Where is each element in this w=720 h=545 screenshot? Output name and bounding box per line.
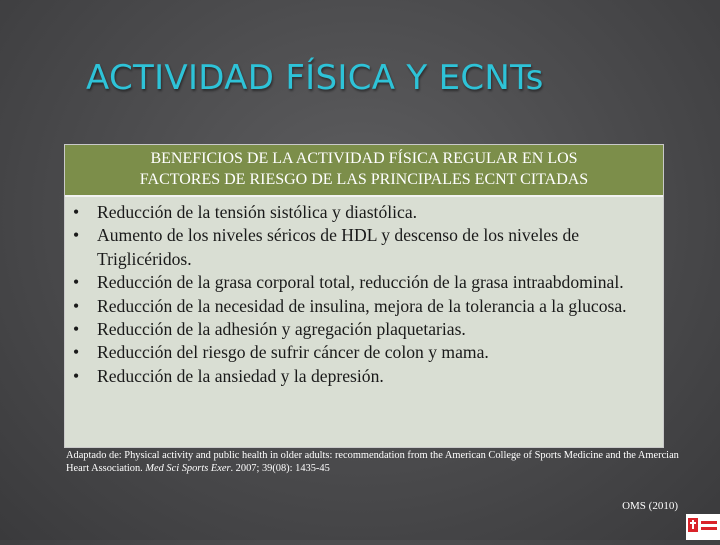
citation: OMS (2010) <box>622 500 678 512</box>
source-text: Adaptado de: Physical activity and public health in older adults: recommendation from the American College of Sports Medicine and the Amercian Heart Association. <box>66 450 679 474</box>
list-item-text: Reducción de la tensión sistólica y diastólica. <box>97 202 418 222</box>
list-item <box>73 201 659 224</box>
list-item <box>73 224 659 271</box>
bullet-icon: • <box>73 319 80 340</box>
table-header <box>65 145 663 197</box>
list-item <box>73 365 659 388</box>
list-item <box>73 271 659 294</box>
benefits-table <box>64 144 664 448</box>
source-journal: Med Sci Sports Exer <box>145 463 231 474</box>
logo-text-bar-2 <box>701 527 717 530</box>
table-header-line-1: BENEFICIOS DE LA ACTIVIDAD FÍSICA REGULAR EN LOS <box>150 150 578 167</box>
source-note <box>66 449 696 475</box>
bullet-icon: • <box>73 225 80 246</box>
bullet-icon: • <box>73 295 80 316</box>
list-item <box>73 318 659 341</box>
slide-title: ACTIVIDAD FÍSICA Y ECNTs <box>86 58 544 98</box>
source-details: . 2007; 39(08): 1435-45 <box>230 463 330 474</box>
list-item <box>73 341 659 364</box>
benefits-list <box>65 197 663 388</box>
list-item-text: Reducción del riesgo de sufrir cáncer de colon y mama. <box>97 342 489 363</box>
bullet-icon: • <box>73 272 80 293</box>
list-item-text: Reducción de la adhesión y agregación plaquetarias. <box>97 319 466 340</box>
list-item-text: Reducción de la necesidad de insulina, mejora de la tolerancia a la glucosa. <box>97 295 627 316</box>
list-item-text: Reducción de la ansiedad y la depresión. <box>97 365 384 386</box>
bullet-icon: • <box>73 365 80 386</box>
bullet-icon: • <box>73 342 80 363</box>
logo-icon <box>686 514 720 540</box>
list-item-text: Reducción de la grasa corporal total, reducción de la grasa intraabdominal. <box>97 272 624 293</box>
list-item-text: Aumento de los niveles séricos de HDL y descenso de los niveles de Triglicéridos. <box>97 225 580 269</box>
logo-graphic <box>686 514 720 540</box>
list-item <box>73 295 659 318</box>
logo-text-bar-1 <box>701 521 717 524</box>
table-header-line-2: FACTORES DE RIESGO DE LAS PRINCIPALES ECNT CITADAS <box>139 171 589 188</box>
bullet-icon: • <box>73 202 80 222</box>
